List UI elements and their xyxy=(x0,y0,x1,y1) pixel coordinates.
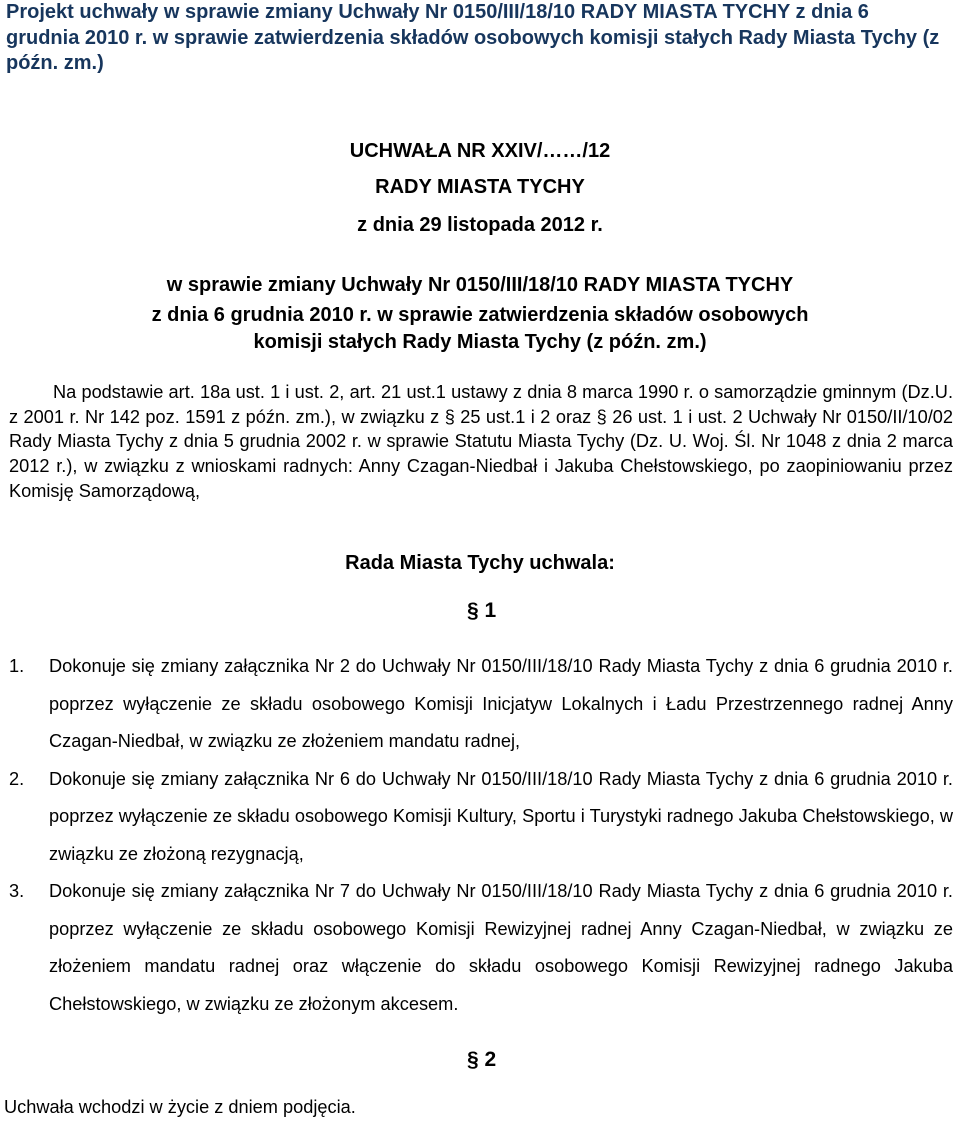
item-list xyxy=(9,648,953,1023)
subject-line-2: z dnia 6 grudnia 2010 r. w sprawie zatwierdzenia składów osobowych komisji stałych Rady Miasta Tychy (z późn. zm.) xyxy=(151,304,809,353)
decree-line: Rada Miasta Tychy uchwala: xyxy=(345,552,615,574)
item-text: Dokonuje się zmiany załącznika Nr 7 do Uchwały Nr 0150/III/18/10 Rady Miasta Tychy z dnia 6 grudnia 2010 r. poprzez wyłączenie ze składu osobowego Komisji Rewizyjnej radnej Anny Czagan-Niedbał, w związku ze złożeniem mandatu radnej oraz włączenie do składu osobowego Komisji Rewizyjnej radnego Jakuba Chełstowskiego, w związku ze złożonym akcesem. xyxy=(49,881,953,1014)
document-header: Projekt uchwały w sprawie zmiany Uchwały Nr 0150/III/18/10 RADY MIASTA TYCHY z dnia 6 grudnia 2010 r. w sprawie zatwierdzenia składów osobowych komisji stałych Rady Miasta Tychy (z późn. zm.) xyxy=(6,1,940,74)
item-number: 2. xyxy=(9,768,25,789)
item-text: Dokonuje się zmiany załącznika Nr 6 do Uchwały Nr 0150/III/18/10 Rady Miasta Tychy z dnia 6 grudnia 2010 r. poprzez wyłączenie ze składu osobowego Komisji Kultury, Sportu i Turystyki radnego Jakuba Chełstowskiego, w związku ze złożoną rezygnacją, xyxy=(49,768,953,864)
list-item xyxy=(9,873,953,1023)
section-2-heading: § 2 xyxy=(467,1048,497,1071)
legal-basis xyxy=(9,380,953,504)
legal-basis-text: Na podstawie art. 18a ust. 1 i ust. 2, art. 21 ust.1 ustawy z dnia 8 marca 1990 r. o samorządzie gminnym (Dz.U. z 2001 r. Nr 142 poz. 1591 z późn. zm.), w związku z § 25 ust.1 i 2 oraz § 26 ust. 1 i ust. 2 Uchwały Nr 0150/II/10/02 Rady Miasta Tychy z dnia 5 grudnia 2002 r. w sprawie Statutu Miasta Tychy (Dz. U. Woj. Śl. Nr 1048 z dnia 2 marca 2012 r.), w związku z wnioskami radnych: Anny Czagan-Niedbał i Jakuba Chełstowskiego, po zaopiniowaniu przez Komisję Samorządową, xyxy=(9,382,953,501)
list-item xyxy=(9,648,953,761)
section-1-heading: § 1 xyxy=(467,599,497,622)
resolution-number: UCHWAŁA NR XXIV/……/12 xyxy=(349,140,611,162)
item-number: 1. xyxy=(9,656,25,676)
subject-line-1: w sprawie zmiany Uchwały Nr 0150/III/18/10 RADY MIASTA TYCHY xyxy=(166,274,794,296)
item-number: 3. xyxy=(9,881,25,901)
item-text: Dokonuje się zmiany załącznika Nr 2 do Uchwały Nr 0150/III/18/10 Rady Miasta Tychy z dnia 6 grudnia 2010 r. poprzez wyłączenie ze składu osobowego Komisji Inicjatyw Lokalnych i Ładu Przestrzennego radnej Anny Czagan-Niedbał, w związku ze złożeniem mandatu radnej, xyxy=(49,656,953,751)
final-provision: Uchwała wchodzi w życie z dniem podjęcia. xyxy=(4,1097,356,1117)
resolution-date: z dnia 29 listopada 2012 r. xyxy=(357,214,603,236)
resolution-body: RADY MIASTA TYCHY xyxy=(375,176,585,198)
list-item xyxy=(9,761,953,874)
